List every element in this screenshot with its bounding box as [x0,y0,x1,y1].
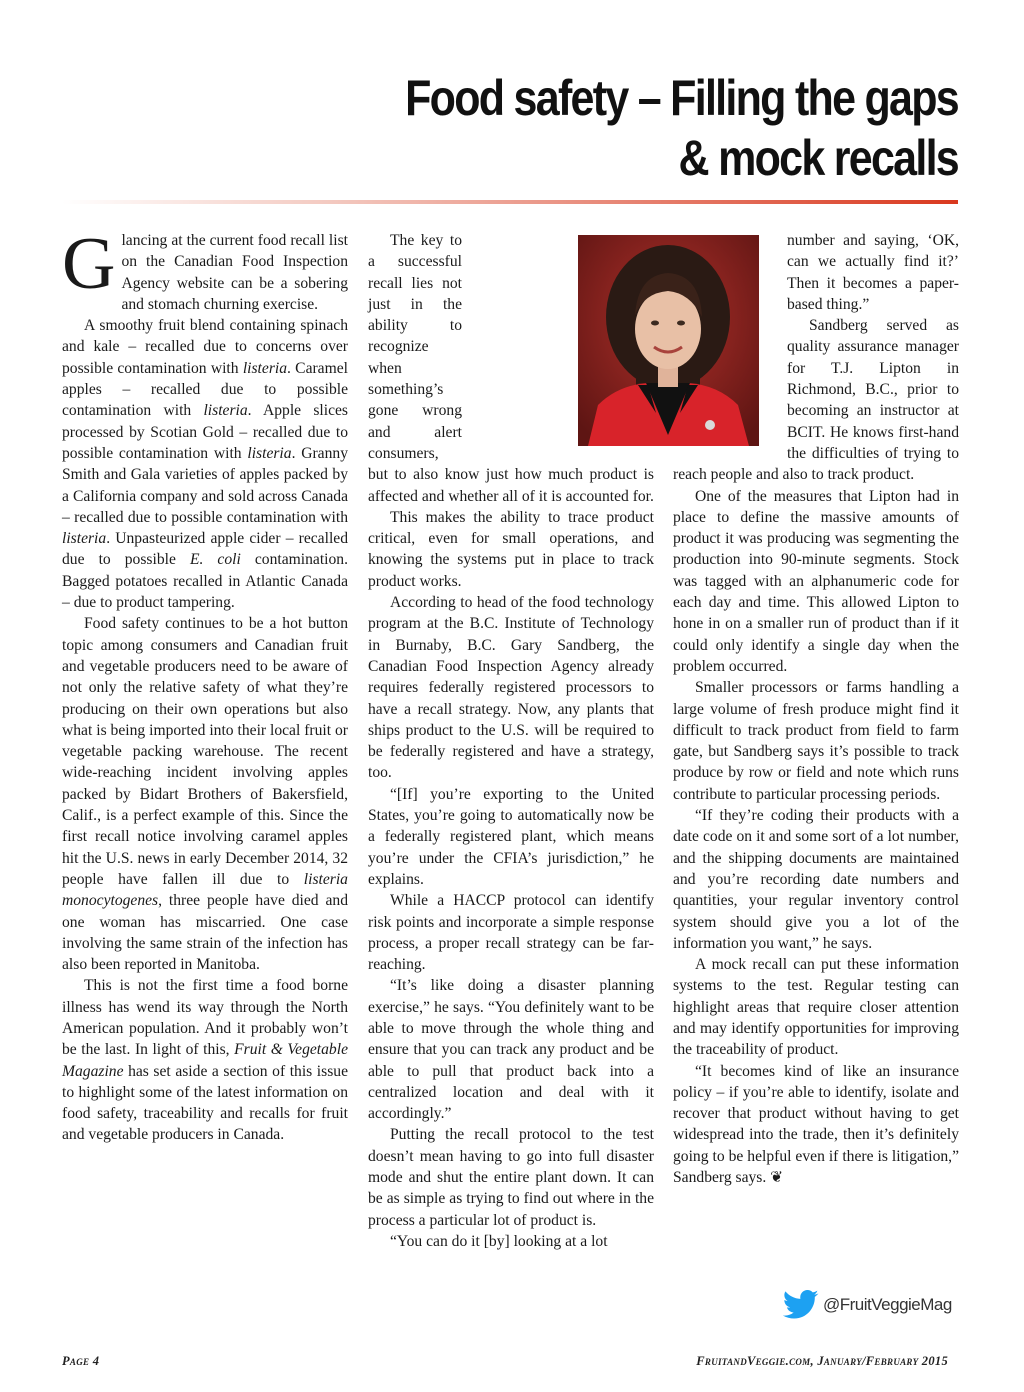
issue-footer: FruitandVeggie.com, January/February 2015 [696,1354,948,1368]
paragraph: number and saying, ‘OK, can we actually find it?’ Then it becomes a paper-based thing.” [787,232,959,313]
paragraph: Putting the recall protocol to the test doesn’t mean having to go into full disaster mode and shut the entire plant down. It can be as simple as trying to find out where in the process a particular lot of product is. [368,1126,654,1229]
paragraph: This is not the first time a food borne illness has wend its way through the North American population. And it probably won’t be the last. In light of this, Fruit & Vegetable Magazine has set aside a section of this issue to highlight some of the latest information on food safety, traceability and recalls for fruit and vegetable producers in Canada. [62,977,348,1144]
twitter-handle-text: @FruitVeggieMag [823,1295,952,1314]
paragraph: “It becomes kind of like an insurance policy – if you’re able to identify, isolate and recover that product without having to get widespread into the trade, then it’s definitely going to be helpful even if there is litigation,” Sandberg says. ❦ [673,1062,959,1187]
paragraph: A smoothy fruit blend containing spinach and kale – recalled due to concerns over possible contamination with listeria. Caramel apples – recalled due to possible contamination with listeria. Apple slices processed by Scotian Gold – recalled due to possible contamination with listeria. Granny Smith and Gala varieties of apples packed by a California company and sold across Canada – recalled due to possible contamination with listeria. Unpasteurized apple cider – recalled due to possible E. coli contamination. Bagged potatoes recalled in Atlantic Canada – due to product tampering. [62,317,348,612]
paragraph: A mock recall can put these information systems to the test. Regular testing can highlight areas that require closer attention and may identify opportunities for improving the traceability of product. [673,956,959,1059]
paragraph: “[If] you’re exporting to the United States, you’re going to automatically now be a federally registered plant, which means you’re under the CFIA’s jurisdiction,” he explains. [368,785,654,888]
paragraph: The key to a successful recall lies not just in the ability to recognize when something’s gone wrong and alert consumers, but to also know just how much product is affected and whether all of it is accounted for. [368,232,654,505]
paragraph: One of the measures that Lipton had in place to define the massive amounts of product it was producing was segmenting the production into 90-minute segments. Stock was tagged with an alphanumeric code for each day and time. This allowed Lipton to hone in on a smaller run of product than if it could only identify a single day when the problem occurred. [673,487,959,675]
portrait-photo [578,235,759,446]
column-1 [62,223,348,1146]
paragraph: Sandberg served as quality assurance manager for T.J. Lipton in Richmond, B.C., prior to becoming an instructor at BCIT. He knows first-hand the difficulties of trying to reach people and also to track product. [673,317,959,484]
paragraph: Smaller processors or farms handling a large volume of fresh produce might find it difficult to track product from field to farm gate, but Sandberg says it’s possible to track produce by row or field and note which runs contribute to particular processing periods. [673,679,959,803]
page-number: Page 4 [62,1354,100,1368]
twitter-handle[interactable] [783,1290,952,1320]
title-line-1: Food safety – Filling the gaps [405,70,958,126]
article-title [270,68,958,188]
paragraph: According to head of the food technology program at the B.C. Institute of Technology in Burnaby, B.C. Gary Sandberg, the Canadian Food Inspection Agency already requires federally registered processors to have a recall strategy. Now, any plants that ships product to the U.S. will be required to be federally registered and have a strategy, too. [368,594,654,782]
paragraph: “If they’re coding their products with a date code on it and some sort of a lot number, and the shipping documents are maintained and you’re recording date numbers and quantities, your regular inventory control system should give you a lot of the information you want,” he says. [673,807,959,952]
dropcap: G [62,223,116,305]
title-rule [62,200,958,204]
twitter-bird-icon [783,1290,819,1320]
paragraph: “It’s like doing a disaster planning exercise,” he says. “You definitely want to be able to move through the whole thing and ensure that you can track any product and be able to pull that product back into a centralized location and deal with it accordingly.” [368,977,654,1123]
paragraph: While a HACCP protocol can identify risk points and incorporate a simple response process, a proper recall strategy can be far-reaching. [368,892,654,974]
paragraph: Food safety continues to be a hot button topic among consumers and Canadian fruit and vegetable producers need to be aware of not only the relative safety of what they’re producing on their own operations but also what is being imported into their local fruit or vegetable packing warehouse. The recent wide-reaching incident involving apples packed by Bidart Brothers of Bakersfield, Calif., is a perfect example of this. Since the first recall notice involving caramel apples hit the U.S. news in early December 2014, 32 people have fallen ill due to listeria monocytogenes, three people have died and one woman has miscarried. One case involving the same strain of the infection has also been reported in Manitoba. [62,615,348,974]
paragraph: “You can do it [by] looking at a lot [390,1232,608,1250]
portrait-illustration [578,235,759,446]
intro-paragraph: Glancing at the current food recall list on the Canadian Food Inspection Agency website can be a sobering and stomach churning exercise. [62,223,348,313]
title-line-2: & mock recalls [678,130,958,186]
paragraph: This makes the ability to trace product critical, even for small operations, and knowing the systems put in place to track product works. [368,508,654,590]
